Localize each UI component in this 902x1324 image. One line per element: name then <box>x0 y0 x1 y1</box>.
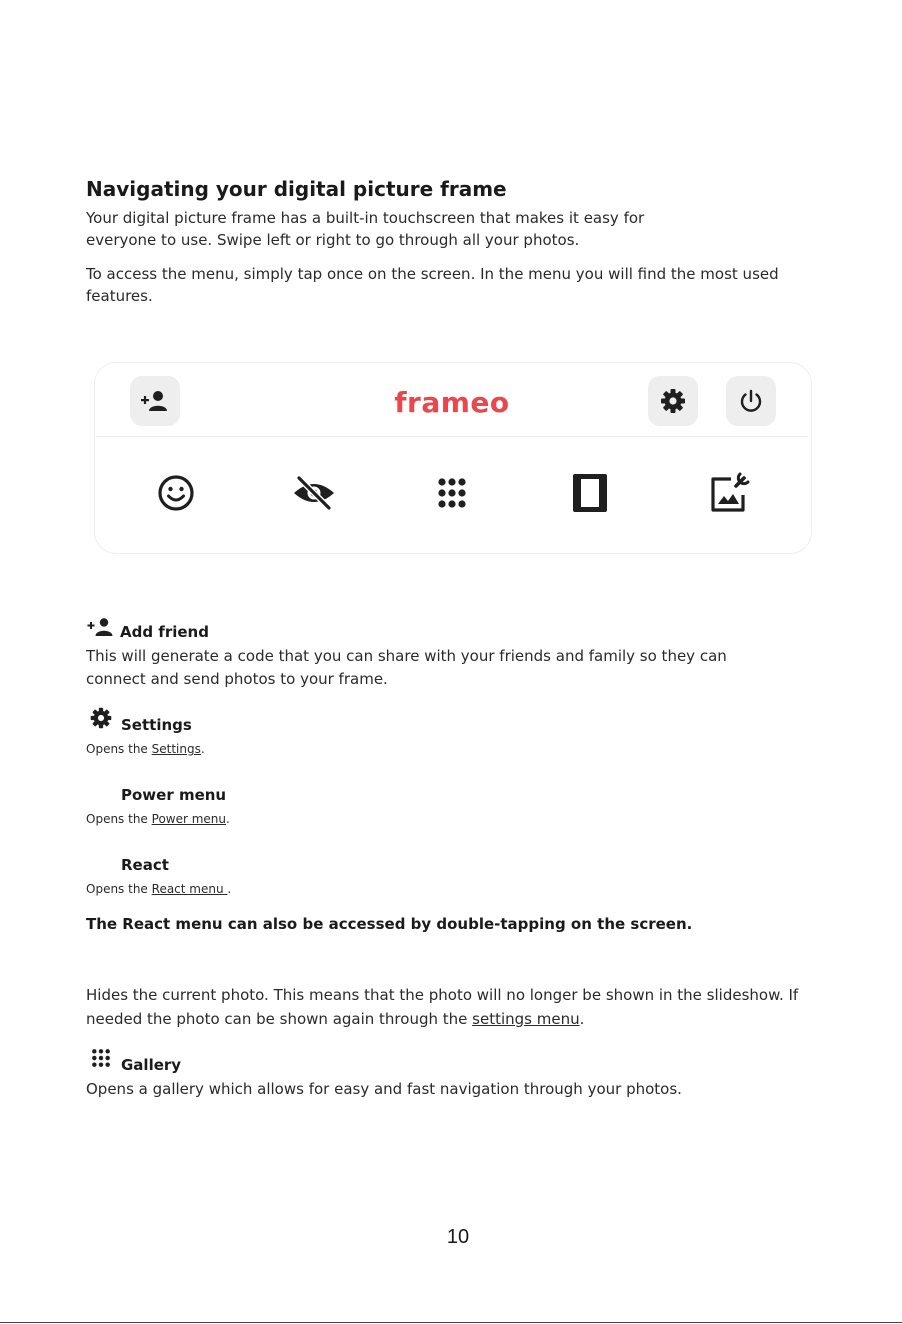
power-button[interactable] <box>726 376 776 426</box>
add-friend-line-1: This will generate a code that you can share with your friends and family so they can <box>86 647 727 665</box>
settings-description <box>86 742 205 756</box>
power-menu-link[interactable]: Power menu <box>151 812 227 826</box>
react-suffix: . <box>227 882 232 896</box>
hide-eye-icon <box>292 473 336 513</box>
frame-fit-button[interactable] <box>567 470 613 516</box>
power-icon <box>737 387 765 415</box>
settings-button[interactable] <box>648 376 698 426</box>
footer-divider <box>0 1322 902 1323</box>
settings-suffix: . <box>200 742 205 756</box>
settings-gear-icon <box>659 387 687 415</box>
gallery-heading: Gallery <box>121 1056 182 1074</box>
intro-line-2: everyone to use. Swipe left or right to go through all your photos. <box>86 231 580 249</box>
hide-line-2-prefix: needed the photo can be shown again through the <box>86 1010 468 1028</box>
power-menu-description <box>86 812 230 826</box>
settings-gear-icon <box>89 706 113 730</box>
add-friend-button[interactable] <box>130 376 180 426</box>
gallery-button[interactable] <box>429 470 475 516</box>
edit-photo-icon <box>707 471 751 515</box>
edit-photo-button[interactable] <box>706 470 752 516</box>
react-prefix: Opens the <box>86 882 148 896</box>
add-friend-icon <box>140 389 170 413</box>
power-prefix: Opens the <box>86 812 148 826</box>
smiley-icon <box>156 473 196 513</box>
frame-fit-icon <box>570 471 610 515</box>
hide-line-1: Hides the current photo. This means that the photo will no longer be shown in the slideshow. If <box>86 986 799 1004</box>
add-friend-line-2: connect and send photos to your frame. <box>86 670 388 688</box>
intro-line-4: features. <box>86 287 153 305</box>
frameo-logo: frameo <box>394 385 510 419</box>
gallery-grid-icon <box>434 475 470 511</box>
intro-line-1: Your digital picture frame has a built-in touchscreen that makes it easy for <box>86 209 645 227</box>
hide-line-2-suffix: . <box>579 1010 585 1028</box>
settings-menu-link[interactable]: settings menu <box>472 1010 580 1028</box>
add-friend-heading: Add friend <box>120 623 209 641</box>
hide-photo-button[interactable] <box>291 470 337 516</box>
settings-link[interactable]: Settings <box>151 742 201 756</box>
page-title: Navigating your digital picture frame <box>86 177 507 201</box>
react-note: The React menu can also be accessed by double-tapping on the screen. <box>86 915 693 933</box>
hide-line-2 <box>86 1008 584 1031</box>
react-button[interactable] <box>153 470 199 516</box>
power-menu-heading: Power menu <box>121 786 227 804</box>
react-menu-link[interactable]: React menu <box>151 882 228 896</box>
menu-card-divider <box>96 436 808 437</box>
gallery-grid-icon <box>91 1048 111 1068</box>
page-number: 10 <box>446 1226 470 1248</box>
add-friend-icon <box>87 617 115 637</box>
intro-line-3: To access the menu, simply tap once on the screen. In the menu you will find the most used <box>86 265 779 283</box>
settings-prefix: Opens the <box>86 742 148 756</box>
gallery-description: Opens a gallery which allows for easy and fast navigation through your photos. <box>86 1080 682 1098</box>
power-suffix: . <box>226 812 230 826</box>
react-description <box>86 882 231 896</box>
settings-heading: Settings <box>121 716 192 734</box>
react-heading: React <box>121 856 169 874</box>
